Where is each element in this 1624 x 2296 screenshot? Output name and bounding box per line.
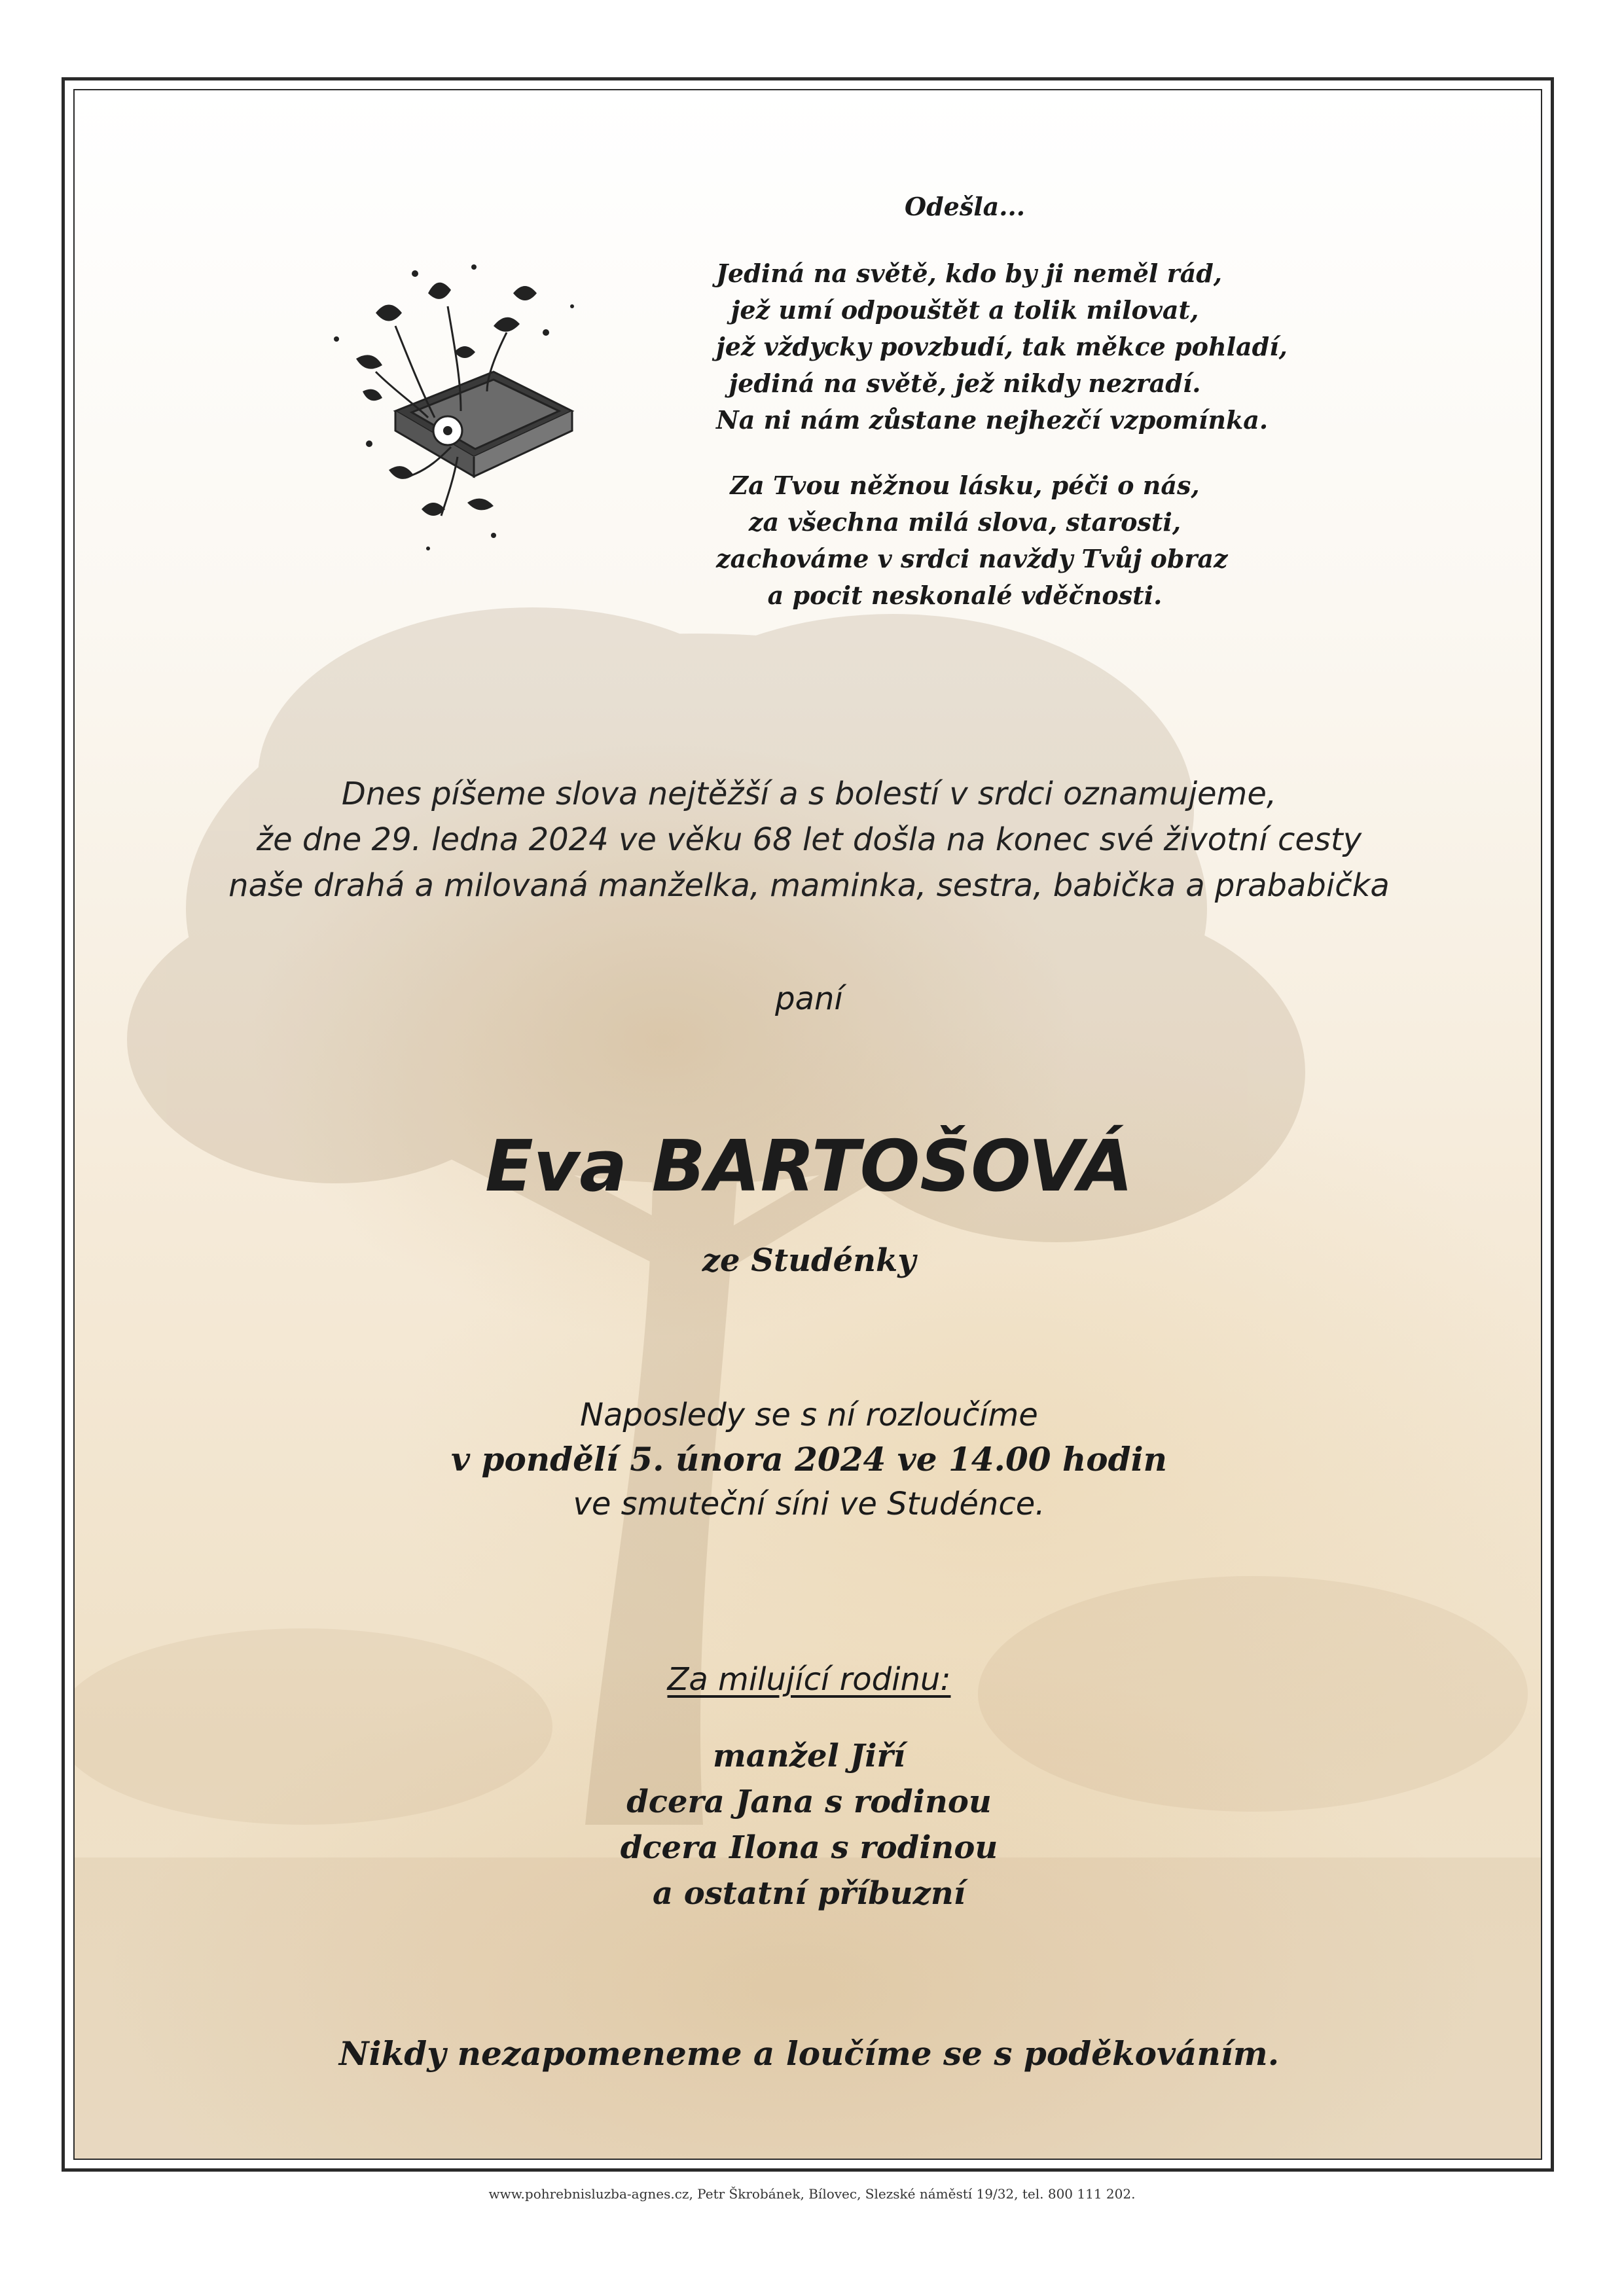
notice-panel xyxy=(73,89,1542,2160)
book-with-flowers-icon xyxy=(297,195,651,562)
poem-line: a pocit neskonalé vděčnosti. xyxy=(767,581,1163,610)
farewell-details xyxy=(75,1393,1542,1526)
poem-line: jež vždycky povzbudí, tak měkce pohladí, xyxy=(716,332,1288,361)
poem-line: Na ni nám zůstane nejhezčí vzpomínka. xyxy=(716,405,1269,435)
honorific: paní xyxy=(775,980,843,1017)
family-member: a ostatní příbuzní xyxy=(652,1875,966,1912)
family-members xyxy=(75,1733,1542,1916)
announcement-text xyxy=(75,771,1542,908)
poem-stanza-1 xyxy=(716,255,1288,439)
family-heading: Za milující rodinu: xyxy=(667,1661,951,1698)
deceased-origin: ze Studénky xyxy=(702,1242,916,1279)
poem-line: Za Tvou něžnou lásku, péči o nás, xyxy=(730,471,1200,500)
family-member: dcera Ilona s rodinou xyxy=(620,1829,998,1866)
closing-line: Nikdy nezapomeneme a loučíme se s poděkováním. xyxy=(338,2034,1280,2073)
deceased-name: Eva BARTOŠOVÁ xyxy=(485,1126,1133,1208)
announcement-line: že dne 29. ledna 2024 ve věku 68 let došla na konec své životní cesty xyxy=(256,821,1362,858)
family-member: manžel Jiří xyxy=(713,1738,905,1774)
farewell-intro: Naposledy se s ní rozloučíme xyxy=(580,1397,1038,1433)
poem-line: jež umí odpouštět a tolik milovat, xyxy=(731,295,1199,325)
announcement-line: Dnes píšeme slova nejtěžší a s bolestí v srdci oznamujeme, xyxy=(341,776,1277,812)
farewell-datetime: v pondělí 5. února 2024 ve 14.00 hodin xyxy=(451,1440,1167,1479)
announcement-line: naše drahá a milovaná manželka, maminka, sestra, babička a prababička xyxy=(228,867,1390,904)
poem-title: Odešla... xyxy=(905,192,1025,221)
footer-contact: www.pohrebnisluzba-agnes.cz, Petr Škrobánek, Bílovec, Slezské náměstí 19/32, tel. 800 111 202. xyxy=(488,2186,1136,2202)
farewell-place: ve smuteční síni ve Studénce. xyxy=(573,1486,1045,1522)
poem-line: zachováme v srdci navždy Tvůj obraz xyxy=(716,544,1228,573)
poem-line: za všechna milá slova, starosti, xyxy=(748,507,1182,537)
poem-line: Jediná na světě, kdo by ji neměl rád, xyxy=(716,259,1223,288)
family-member: dcera Jana s rodinou xyxy=(626,1784,992,1820)
poem-line: jediná na světě, jež nikdy nezradí. xyxy=(729,368,1201,398)
poem-stanza-2 xyxy=(716,467,1228,614)
